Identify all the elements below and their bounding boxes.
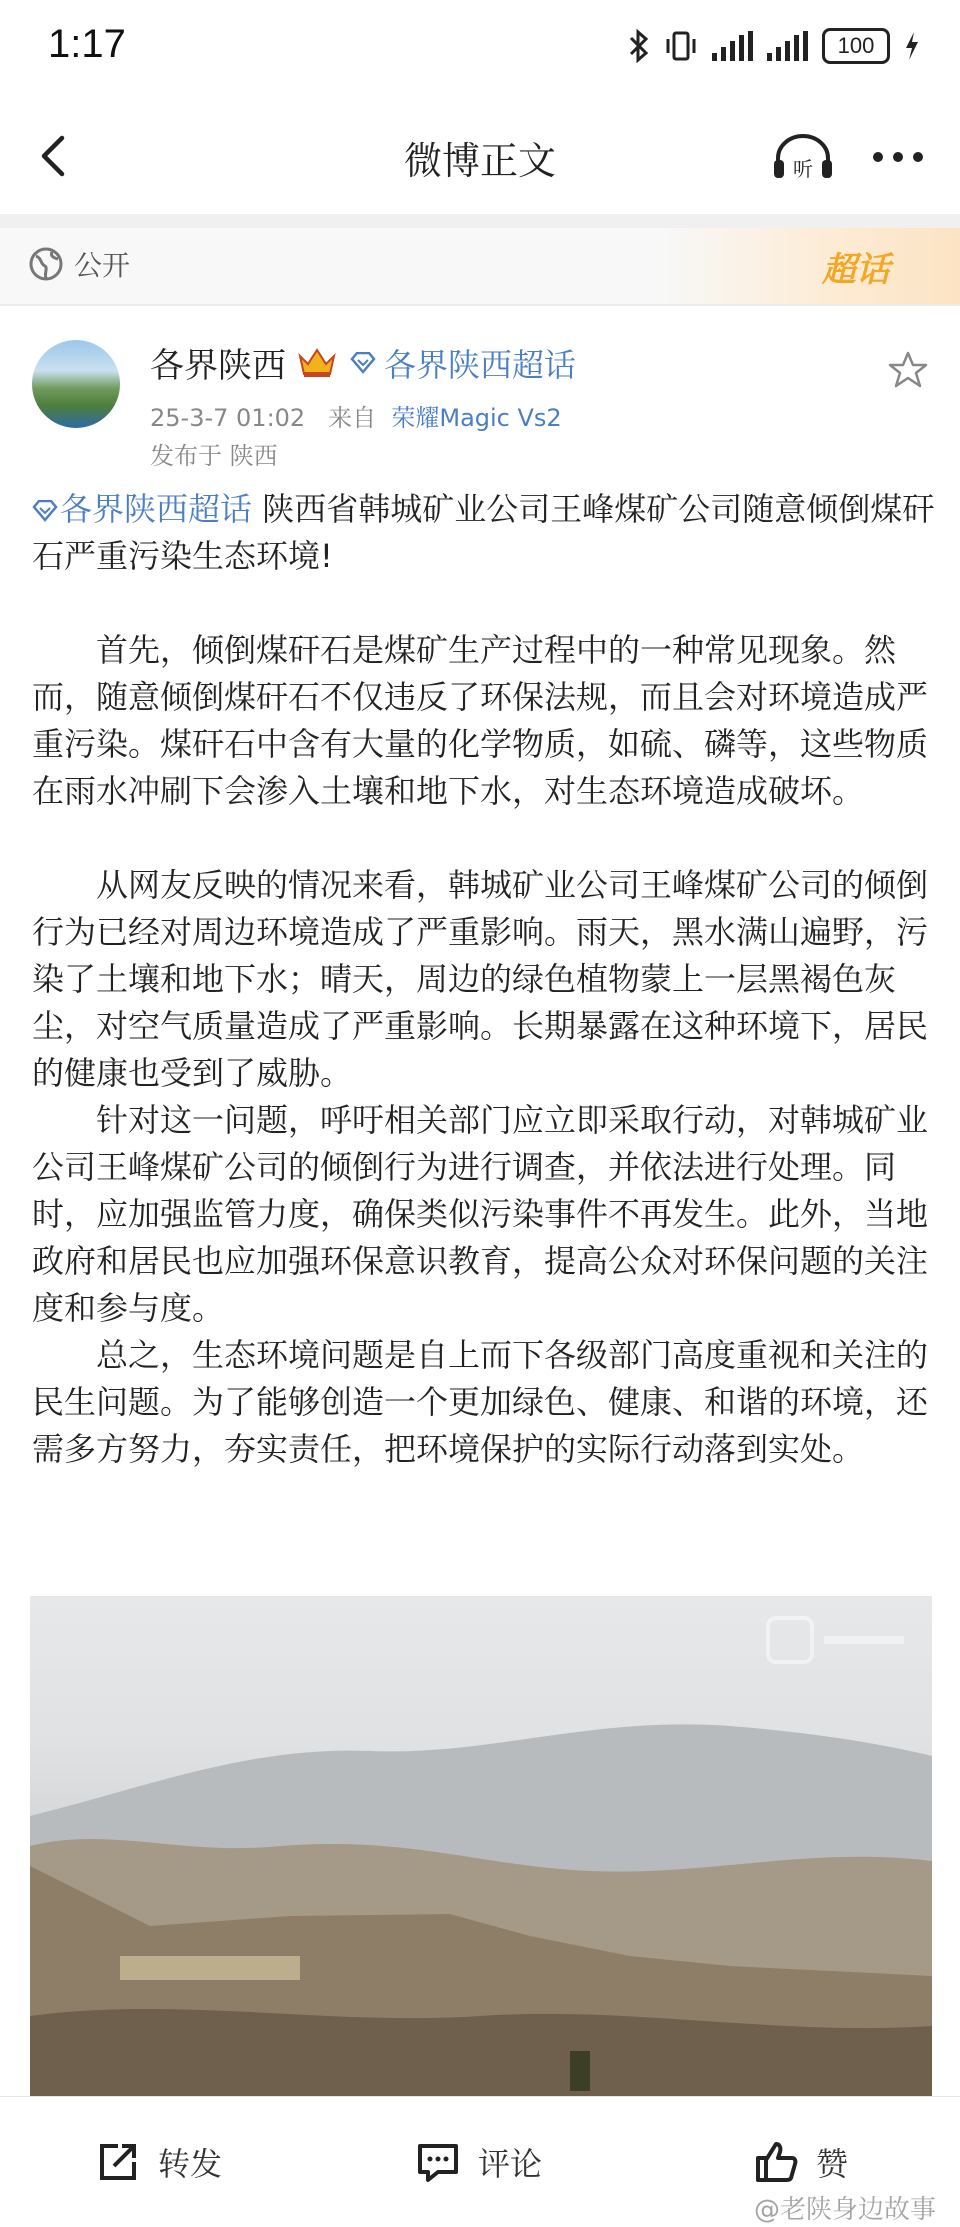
headline-text: 陕西省韩城矿业公司王峰煤矿公司随意倾倒煤矸石严重污染生态环境! <box>32 490 935 575</box>
divider <box>0 304 960 306</box>
status-icons <box>628 26 920 66</box>
weibo-watermark: @老陕身边故事 <box>753 2195 936 2225</box>
battery-icon: 100 <box>822 28 890 64</box>
like-button[interactable] <box>752 2137 848 2187</box>
more-icon[interactable] <box>866 132 930 182</box>
globe-icon <box>28 246 64 282</box>
thumbs-up-icon <box>752 2138 800 2186</box>
diamond-icon <box>32 500 58 522</box>
like-label: 赞 <box>816 2145 849 2183</box>
listen-button[interactable] <box>772 132 834 182</box>
diamond-icon <box>350 352 376 374</box>
supertopic-link-label: 各界陕西超话 <box>384 346 577 384</box>
author-name[interactable]: 各界陕西 <box>150 346 286 386</box>
page-title: 微博正文 <box>403 139 556 183</box>
repost-button[interactable] <box>94 2137 222 2187</box>
supertopic-link[interactable] <box>350 340 576 386</box>
paragraph-4: 总之，生态环境问题是自上而下各级部门高度重视和关注的民生问题。为了能够创造一个更加绿色、健康、和谐的环境，还需多方努力，夯实责任，把环境保护的实际行动落到实处。 <box>32 1336 929 1468</box>
paragraph-1: 首先，倾倒煤矸石是煤矿生产过程中的一种常见现象。然而，随意倾倒煤矸石不仅违反了环保法规，而且会对环境造成严重污染。煤矸石中含有大量的化学物质，如硫、磷等，这些物质在雨水冲刷下会渗入土壤和地下水，对生态环境造成破坏。 <box>32 631 929 810</box>
repost-icon <box>94 2138 142 2186</box>
status-time: 1:17 <box>48 22 126 66</box>
headphones-icon <box>772 132 834 182</box>
star-icon[interactable] <box>888 350 928 390</box>
headline-topic-link[interactable] <box>32 490 252 528</box>
post-image[interactable] <box>30 1596 932 2096</box>
supertopic-badge-label: 超话 <box>822 250 890 290</box>
landscape-illustration <box>30 1596 932 2096</box>
status-bar <box>0 0 960 96</box>
source-prefix: 来自 <box>328 404 377 432</box>
comment-label: 评论 <box>478 2145 543 2183</box>
comment-icon <box>414 2138 462 2186</box>
post-body <box>32 486 938 1473</box>
signal-icon <box>712 31 753 61</box>
headline-topic-label: 各界陕西超话 <box>60 490 253 528</box>
charging-icon <box>904 31 920 61</box>
signal-icon-2 <box>767 31 808 61</box>
section-gap <box>0 214 960 228</box>
nav-bar <box>0 96 960 216</box>
bottom-toolbar <box>0 2096 960 2227</box>
visibility-row <box>0 228 960 304</box>
post-date: 25-3-7 01:02 <box>150 404 306 432</box>
visibility-label: 公开 <box>74 249 131 282</box>
crown-icon <box>296 344 338 380</box>
comment-button[interactable] <box>414 2137 542 2187</box>
paragraph-3: 针对这一问题，呼吁相关部门应立即采取行动，对韩城矿业公司王峰煤矿公司的倾倒行为进行调查，并依法进行处理。同时，应加强监管力度，确保类似污染事件不再发生。此外，当地政府和居民也应加强环保意识教育，提高公众对环保问题的关注度和参与度。 <box>32 1101 929 1327</box>
headline-paragraph <box>32 486 938 580</box>
paragraph-2: 从网友反映的情况来看，韩城矿业公司王峰煤矿公司的倾倒行为已经对周边环境造成了严重影响。雨天，黑水满山遍野，污染了土壤和地下水；晴天，周边的绿色植物蒙上一层黑褐色灰尘，对空气质量造成了严重影响。长期暴露在这种环境下，居民的健康也受到了威胁。 <box>32 866 929 1092</box>
device-link[interactable]: 荣耀Magic Vs2 <box>391 404 562 432</box>
listen-label: 听 <box>793 157 813 181</box>
repost-label: 转发 <box>158 2145 223 2183</box>
post-meta <box>150 398 562 433</box>
post-location: 发布于 陕西 <box>150 442 278 470</box>
bluetooth-icon <box>628 29 650 63</box>
video-watermark-logo <box>764 1610 914 1670</box>
vibrate-icon <box>664 29 698 63</box>
avatar[interactable] <box>32 340 120 428</box>
supertopic-badge[interactable] <box>660 228 960 304</box>
